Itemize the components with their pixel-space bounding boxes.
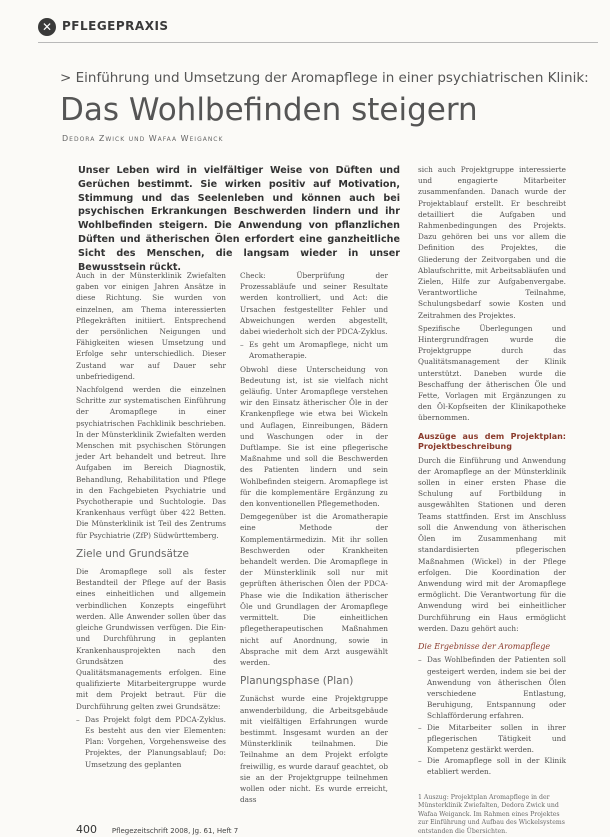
list-item: – Die Mitarbeiter sollen in ihrer pflegerischen Tätigkeit und Kompetenz gestärkt werden. [418,722,566,756]
paragraph: Nachfolgend werden die einzelnen Schritte zur systematischen Einführung der Aromapflege in einer psychiatrischen Fachklinik beschrieben. In der Münsterklinik Zwiefalten werden Menschen mit psychischen Störungen jeder Art behandelt und betreut. Ihre Aufgaben im Bereich Diagnostik, Behandlung, Rehabilitation und Pflege in den Fachgebieten Psychiatrie und Psychotherapie und Suchtologie. Das Krankenhaus verfügt über 422 Betten. Die Münsterklinik ist Teil des Zentrums für Psychiatrie (ZfP) Südwürttemberg. [76,385,226,540]
subheading: Auszüge aus dem Projektplan: Projektbeschreibung [418,431,566,452]
article-title: Das Wohlbefinden steigern [60,92,478,128]
page-number: 400 [76,823,97,836]
section-header [38,18,598,40]
text-column-2 [240,270,388,807]
paragraph: Auch in der Münsterklinik Zwiefalten gaben vor einigen Jahren Ansätze in diese Richtung. Sie wurden von einzelnen, am Thema interessierten Pflegekräften initiiert. Entsprechend der persönlichen Neigungen und Fähigkeiten wiesen Umsetzung und Erfolge sehr unterschiedlich. Dieser Zustand war auf Dauer sehr unbefriedigend. [76,271,226,381]
header-divider [38,42,598,43]
bullet-list [76,714,226,770]
list-item: – Das Projekt folgt dem PDCA-Zyklus. Es besteht aus den vier Elementen: Plan: Vorgehen, Vorgehensweise des Projektes, der Planungsablauf; Do: Umsetzung des geplanten [76,714,226,770]
x-mark-icon: ✕ [38,18,56,36]
paragraph: Zunächst wurde eine Projektgruppe anwenderbildung, die Arbeitsgebäude mit vielfältigen Erfahrungen wurde bestimmt. Insgesamt wurden an der Münsterklinik teilnahmen. Die Teilnahme an dem Projekt erfolgte freiwillig, es wurde darauf geachtet, ob sie an der Projektgruppe teilnehmen wollen oder nicht. Es wurde erreicht, dass [240,694,388,805]
paragraph: Die Aromapflege soll als fester Bestandteil der Pflege auf der Basis eines einheitlichen und allgemein verbindlichen Konzepts eingeführt werden. Alle Anwender sollen über das gleiche Grundwissen verfügen. Die Ein- und Durchführung in geplanten Krankenhausprojekten nach den Grundsätzen des Qualitätsmanagements erfolgen. Eine qualifizierte Mitarbeitergruppe wurde mit dem Projekt betraut. Für die Durchführung gelten zwei Grundsätze: [76,567,226,711]
article-lead: Unser Leben wird in vielfältiger Weise von Düften und Gerüchen bestimmt. Sie wirken positiv auf Motivation, Stimmung und das Seelenleben und können auch bei psychischen Erkrankungen Beschwerden lindern und ihr Wohlbefinden steigern. Die Anwendung von pflanzlichen Düften und ätherischen Ölen erfordert eine ganzheitliche Sicht des Menschen, die langsam wieder in unser Bewusstsein rückt. [78,165,400,273]
paragraph: Spezifische Überlegungen und Hintergrundfragen wurde die Projektgruppe durch das Qualitätsmanagement der Klinik unterstützt. Daneben wurde die Beschaffung der ätherischen Öle und Fette, Vorlagen mit Ergänzungen zu den Öl-Kopfseiten der Klinikapotheke übernommen. [418,323,566,423]
page-footer [76,823,238,836]
text-column-1 [76,270,226,772]
subheading: Planungsphase (Plan) [240,675,354,688]
article-kicker: > Einführung und Umsetzung der Aromapflege in einer psychiatrischen Klinik: [60,70,589,86]
list-item: – Es geht um Aromapflege, nicht um Aromatherapie. [240,339,388,361]
journal-citation: Pflegezeitschrift 2008, Jg. 61, Heft 7 [111,827,239,835]
subheading: Die Ergebnisse der Aromapflege [418,641,551,651]
list-item: – Die Aromapflege soll in der Klinik etabliert werden. [418,755,566,777]
paragraph: Check: Überprüfung der Prozessabläufe und seiner Resultate werden kontrolliert, und Act: die Ursachen festgestellter Fehler und Abweichungen werden abgestellt, dabei wiederholt sich der PDCA-Zyklus. [240,271,388,337]
paragraph: sich auch Projektgruppe interessierte und engagierte Mitarbeiter zusammenfanden. Danach wurde der Projektablauf erstellt. Er beschreibt detailliert die Aufgaben und Rahmenbedingungen des Projekts. Dazu gehören bei uns vor allem die Definition des Projektes, die Gliederung der Zeitvorgaben und die Ablaufschritte, mit Arbeitsabläufen und Zielen, Hilfe zur Aufgabenvergabe. Verantwortliche Teilnahme, Schulungsbedarf sowie Kosten und Zeitrahmen des Projektes. [418,165,566,320]
list-item: – Das Wohlbefinden der Patienten soll gesteigert werden, indem sie bei der Anwendung von ätherischen Ölen verschiedene Entlastung, Beruhigung, Entspannung oder Schlafförderung erfahren. [418,654,566,721]
text-column-3 [418,164,566,837]
article-authors: Dedora Zwick und Wafaa Weiganck [62,134,224,143]
bullet-list [240,339,388,361]
subheading: Ziele und Grundsätze [76,547,190,560]
footnote: 1 Auszug: Projektplan Aromapflege in der Münsterklinik Zwiefalten, Dedora Zwick und Wafaa Weiganck. Im Rahmen eines Projektes zur Einführung und Aufbau des Wickelsystems entstanden die Übersichten. [418,793,565,836]
bullet-list [418,654,566,777]
section-label: PFLEGEPRAXIS [62,19,169,33]
paragraph: Demgegenüber ist die Aromatherapie eine Methode der Komplementärmedizin. Mit ihr sollen Beschwerden oder Krankheiten behandelt werden. Die Aromapflege in der Münsterklinik soll nur mit geprüften ätherischen Ölen der PDCA-Phase wie die Indikation ätherischer Öle und Grundlagen der Aromapflege vermittelt. Die einheitlichen pflegetherapeutischen Maßnahmen nicht auf Anordnung, sowie in Absprache mit dem Arzt ausgewählt werden. [240,512,388,667]
paragraph: Durch die Einführung und Anwendung der Aromapflege an der Münsterklinik sollen in einer ersten Phase die Schulung auf Fortbildung in ausgewählten Stationen und deren Teams stattfinden. Erst im Anschluss soll die Anwendung von ätherischen Ölen im Zusammenhang mit standardisierten pflegerischen Maßnahmen (Wickel) in der Pflege erfolgen. Die Koordination der Anwendung wird mit der Aromapflege ermöglicht. Die Verantwortung für die Anwendung wird bei einheitlicher Durchführung ein Haus ermöglicht werden. Dazu gehört auch: [418,455,566,633]
paragraph: Obwohl diese Unterscheidung von Bedeutung ist, ist sie vielfach nicht geläufig. Unter Aromapflege verstehen wir den Einsatz ätherischer Öle in der Krankenpflege wie etwa bei Wickeln und Auflagen, Einreibungen, Bädern und Waschungen oder in der Duftlampe. Sie ist eine pflegerische Maßnahme und soll die Beschwerden des Patienten lindern und sein Wohlbefinden steigern. Aromapflege ist für die komplementäre Ergänzung zu den konventionellen Pflegemethoden. [240,364,388,509]
